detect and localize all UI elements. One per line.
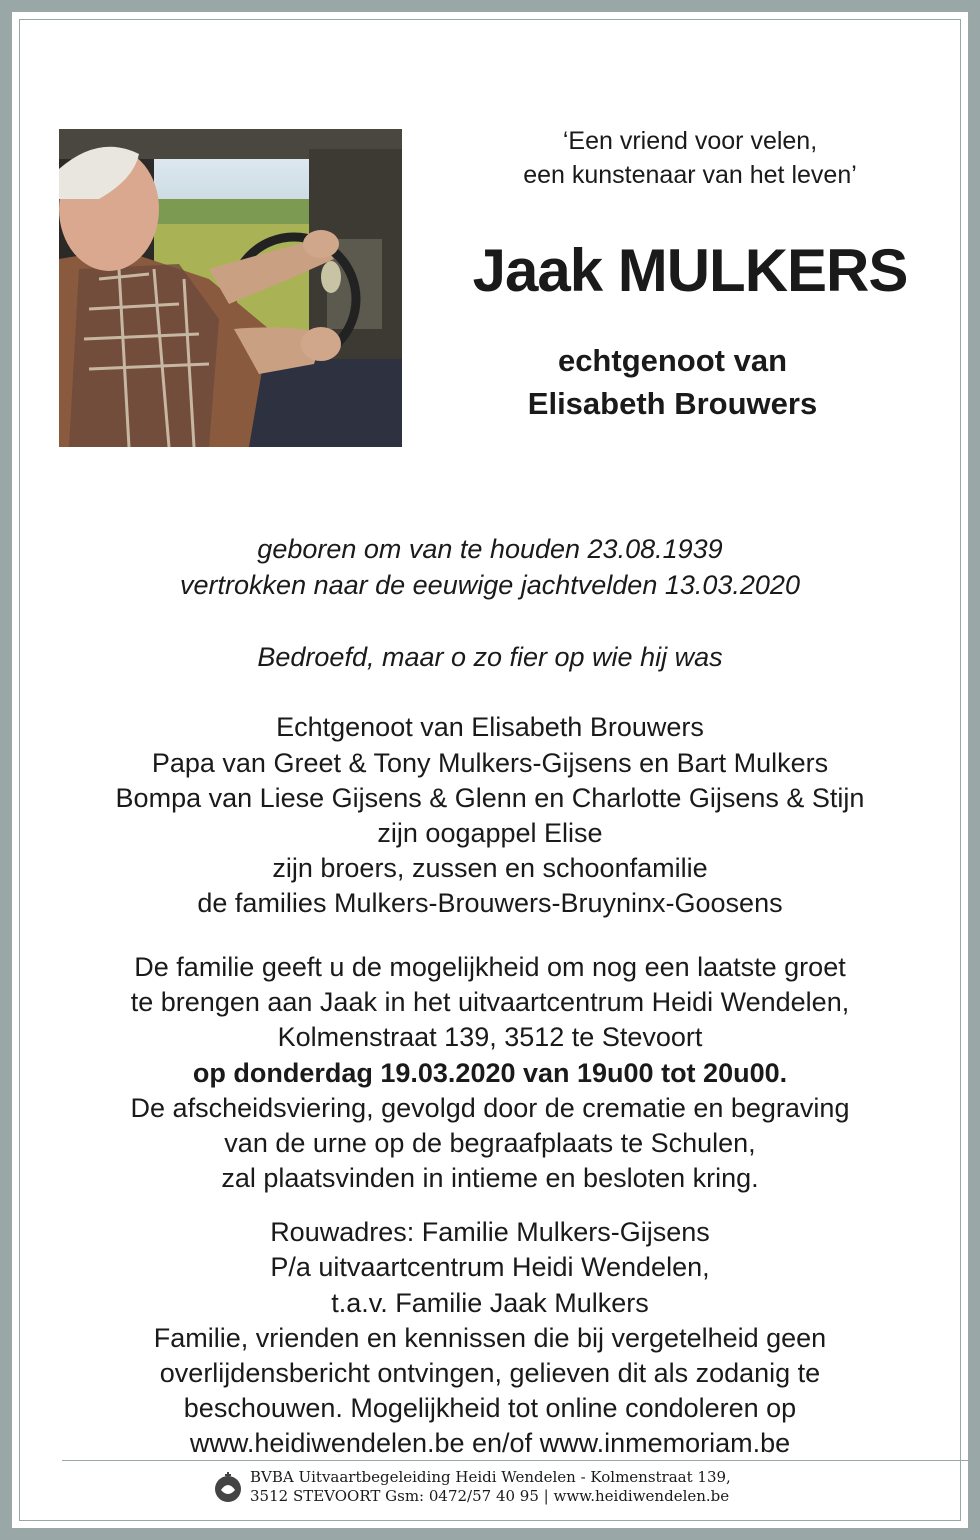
portrait-photo: [59, 129, 402, 447]
family-line: zijn oogappel Elise: [377, 818, 603, 848]
family-line: Papa van Greet & Tony Mulkers-Gijsens en Bart Mulkers: [151, 748, 829, 778]
footer-divider: [62, 1460, 972, 1461]
undertaker-logo-icon: [213, 1470, 243, 1504]
quote-line-2: een kunstenaar van het leven’: [523, 161, 857, 189]
spouse-line-1: echtgenoot van: [557, 343, 788, 378]
farewell-date-line: op donderdag 19.03.2020 van 19u00 tot 20u00.: [192, 1058, 788, 1088]
address-line: Familie, vrienden en kennissen die bij vergetelheid geen: [153, 1323, 827, 1353]
address-line: beschouwen. Mogelijkheid tot online condoleren op: [183, 1393, 797, 1423]
death-date-line: vertrokken naar de eeuwige jachtvelden 13.03.2020: [180, 570, 800, 600]
farewell-line: zal plaatsvinden in intieme en besloten kring.: [221, 1163, 759, 1193]
birth-date-line: geboren om van te houden 23.08.1939: [257, 534, 723, 564]
family-line: Echtgenoot van Elisabeth Brouwers: [276, 712, 704, 742]
footer-line-2: 3512 STEVOORT Gsm: 0472/57 40 95 | www.heidiwendelen.be: [250, 1487, 730, 1505]
farewell-line: te brengen aan Jaak in het uitvaartcentrum Heidi Wendelen,: [130, 987, 850, 1017]
farewell-line: Kolmenstraat 139, 3512 te Stevoort: [277, 1022, 703, 1052]
family-line: zijn broers, zussen en schoonfamilie: [272, 853, 708, 883]
family-line: de families Mulkers-Brouwers-Bruyninx-Goosens: [197, 888, 783, 918]
motto-line: Bedroefd, maar o zo fier op wie hij was: [257, 642, 723, 672]
family-line: Bompa van Liese Gijsens & Glenn en Charlotte Gijsens & Stijn: [115, 783, 865, 813]
deceased-name: Jaak MULKERS: [472, 237, 908, 304]
spouse-line-2: Elisabeth Brouwers: [527, 386, 818, 421]
farewell-line: De familie geeft u de mogelijkheid om nog een laatste groet: [134, 952, 846, 982]
quote-line-1: ‘Een vriend voor velen,: [562, 127, 818, 155]
farewell-line: van de urne op de begraafplaats te Schulen,: [224, 1128, 756, 1158]
farewell-line: De afscheidsviering, gevolgd door de crematie en begraving: [130, 1093, 850, 1123]
address-line: Rouwadres: Familie Mulkers-Gijsens: [270, 1217, 710, 1247]
address-line: overlijdensbericht ontvingen, gelieven dit als zodanig te: [159, 1358, 821, 1388]
address-line: P/a uitvaartcentrum Heidi Wendelen,: [270, 1252, 710, 1282]
footer-line-1: BVBA Uitvaartbegeleiding Heidi Wendelen - Kolmenstraat 139,: [250, 1468, 731, 1486]
address-line: t.a.v. Familie Jaak Mulkers: [331, 1288, 649, 1318]
website-line: www.heidiwendelen.be en/of www.inmemoriam.be: [189, 1428, 791, 1458]
